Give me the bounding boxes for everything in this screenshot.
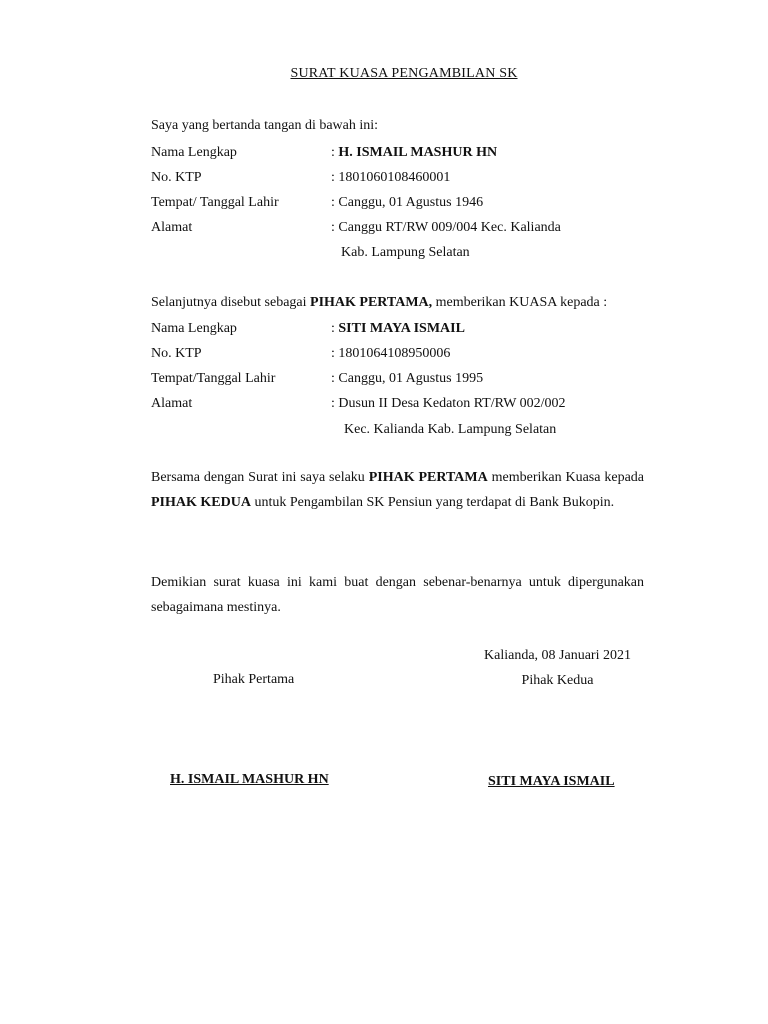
body-paragraph-2: Demikian surat kuasa ini kami buat dengan sebenar-benarnya untuk dipergunakan sebagaimana mestinya. (151, 575, 644, 615)
label-address-second: Alamat (151, 396, 193, 411)
label-name-first: Nama Lengkap (151, 145, 237, 160)
label-ktp-second: No. KTP (151, 346, 202, 361)
signature-second-name: SITI MAYA ISMAIL (488, 774, 615, 789)
document-title: SURAT KUASA PENGAMBILAN SK (290, 66, 518, 81)
label-ttl-first: Tempat/ Tanggal Lahir (151, 195, 279, 210)
body-paragraph-1: Bersama dengan Surat ini saya selaku PIHAK PERTAMA memberikan Kuasa kepada PIHAK KEDUA untuk Pengambilan SK Pensiun yang terdapat di Bank Bukopin. (151, 470, 644, 510)
value-name-second: : SITI MAYA ISMAIL (331, 321, 465, 336)
label-address-first: Alamat (151, 220, 193, 235)
intro-text: Saya yang bertanda tangan di bawah ini: (151, 118, 379, 133)
label-ktp-first: No. KTP (151, 170, 202, 185)
transition-text: Selanjutnya disebut sebagai PIHAK PERTAMA, memberikan KUASA kepada : (151, 295, 608, 310)
value-address-first: : Canggu RT/RW 009/004 Kec. Kalianda (331, 220, 561, 235)
label-ttl-second: Tempat/Tanggal Lahir (151, 371, 276, 386)
value-address-second: : Dusun II Desa Kedaton RT/RW 002/002 (331, 396, 566, 411)
value-ttl-second: : Canggu, 01 Agustus 1995 (331, 371, 484, 386)
value-name-first: : H. ISMAIL MASHUR HN (331, 145, 498, 160)
label-name-second: Nama Lengkap (151, 321, 237, 336)
party-second-label: Pihak Kedua (521, 673, 594, 688)
signature-first-name: H. ISMAIL MASHUR HN (170, 772, 329, 787)
party-first-label: Pihak Pertama (213, 672, 295, 687)
value-address-first-line2: Kab. Lampung Selatan (341, 245, 470, 260)
value-ktp-first: : 1801060108460001 (331, 170, 451, 185)
value-address-second-line2: Kec. Kalianda Kab. Lampung Selatan (344, 422, 557, 437)
value-ttl-first: : Canggu, 01 Agustus 1946 (331, 195, 484, 210)
place-date: Kalianda, 08 Januari 2021 (484, 648, 631, 663)
value-ktp-second: : 1801064108950006 (331, 346, 451, 361)
